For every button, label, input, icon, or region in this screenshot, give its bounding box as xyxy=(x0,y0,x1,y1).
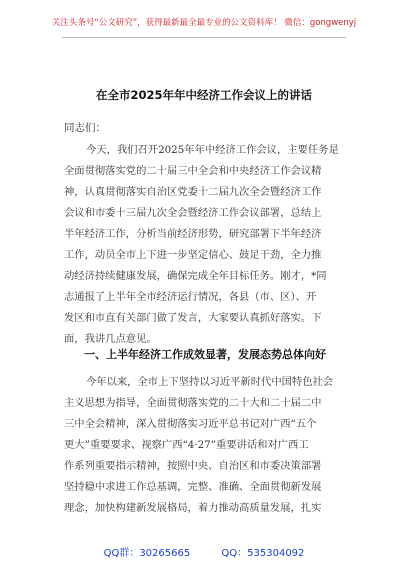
paragraph-line: 今年以来，全市上下坚持以习近平新时代中国特色社会 xyxy=(86,376,334,388)
header-promo-note: 关注头条号“公文研究”，获得最新最全最专业的公文资料库！ 微信：gongwenyj xyxy=(51,18,357,28)
paragraph-line: 发区和市直有关部门做了发言，大家要认真抓好落实。下 xyxy=(64,312,322,324)
paragraph-line: 神，认真贯彻落实自治区党委十二届九次全会暨经济工作 xyxy=(64,186,322,198)
section-heading: 一、上半年经济工作成效显著，发展态势总体向好 xyxy=(84,348,326,361)
paragraph-line: 面，我讲几点意见。 xyxy=(64,333,157,345)
salutation: 同志们： xyxy=(64,122,106,134)
paragraph-line: 志通报了上半年全市经济运行情况，各县（市、区）、开 xyxy=(64,291,317,303)
paragraph-line: 动经济持续健康发展，确保完成全年目标任务。刚才，*同 xyxy=(64,270,327,282)
paragraph-line: 理念，加快构建新发展格局，着力推动高质量发展，扎实 xyxy=(64,502,322,514)
paragraph-line: 今天，我们召开2025年年中经济工作会议，主要任务是 xyxy=(86,144,339,156)
footer-contact xyxy=(0,544,408,559)
paragraph-line: 坚持稳中求进工作总基调，完整、准确、全面贯彻新发展 xyxy=(64,481,322,493)
document-title: 在全市2025年年中经济工作会议上的讲话 xyxy=(95,88,312,102)
paragraph-line: 主义思想为指导，全面贯彻落实党的二十大和二十届二中 xyxy=(64,397,322,409)
paragraph-line: 工作，动员全市上下进一步坚定信心、鼓足干劲，全力推 xyxy=(64,249,322,261)
paragraph-intro xyxy=(64,140,354,350)
paragraph-line: 三中全会精神，深入贯彻落实习近平总书记对广西“五个 xyxy=(64,418,317,430)
paragraph-line: 半年经济工作，分析当前经济形势，研究部署下半年经济 xyxy=(64,228,322,240)
paragraph-line: 会议和市委十三届九次全会暨经济工作会议部署，总结上 xyxy=(64,207,322,219)
paragraph-line: 更大”重要要求、视察广西“4·27”重要讲话和对广西工 xyxy=(64,439,309,451)
paragraph-line: 作系列重要指示精神，按照中央、自治区和市委决策部署 xyxy=(64,460,322,472)
paragraph-section1 xyxy=(64,372,354,519)
footer-qq-group: QQ群：30265665 xyxy=(103,548,191,559)
footer-qq-number: QQ：535304092 xyxy=(221,548,305,559)
paragraph-line: 全面贯彻落实党的二十届三中全会和中央经济工作会议精 xyxy=(64,165,322,177)
header-divider xyxy=(62,37,346,38)
